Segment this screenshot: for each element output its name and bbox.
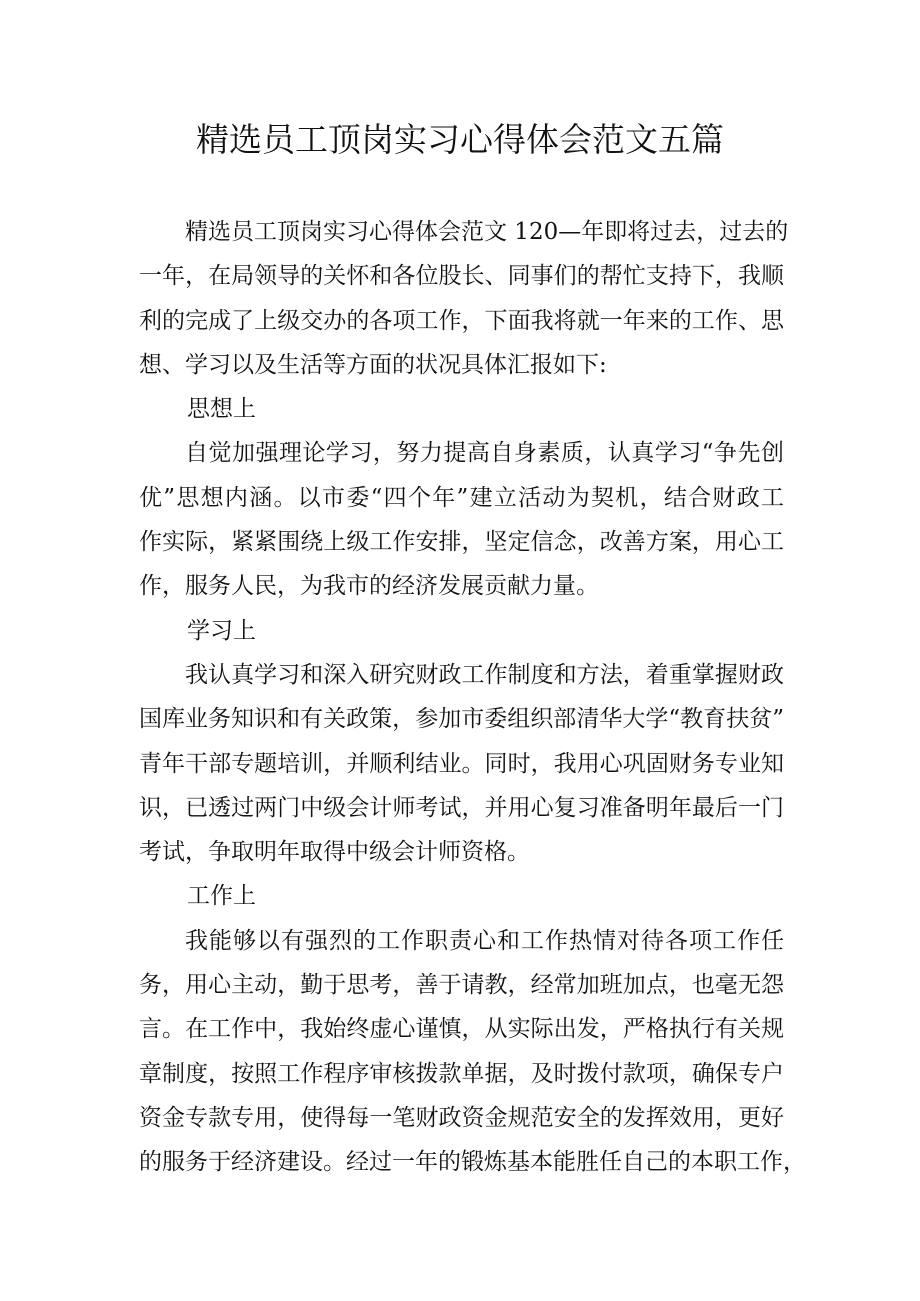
- paragraph-line: 的服务于经济建设。经过一年的锻炼基本能胜任自己的本职工作，: [139, 1149, 806, 1176]
- paragraph-line: 识，已透过两门中级会计师考试，并用心复习准备明年最后一门: [139, 794, 784, 821]
- paragraph-line: 务，用心主动，勤于思考，善于请教，经常加班加点，也毫无怨: [139, 972, 784, 999]
- paragraph-line: 我认真学习和深入研究财政工作制度和方法，着重掌握财政: [185, 661, 784, 688]
- paragraph-line: 言。在工作中，我始终虚心谨慎，从实际出发，严格执行有关规: [139, 1016, 784, 1043]
- section-heading: 工作上: [187, 883, 256, 910]
- document-title: 精选员工顶岗实习心得体会范文五篇: [196, 120, 724, 159]
- paragraph-line: 章制度，按照工作程序审核拨款单据，及时拨付款项，确保专户: [139, 1060, 784, 1087]
- section-heading: 思想上: [187, 396, 256, 423]
- section-heading: 学习上: [187, 617, 256, 644]
- paragraph-line: 作，服务人民，为我市的经济发展贡献力量。: [139, 573, 599, 600]
- paragraph-line: 考试，争取明年取得中级会计师资格。: [139, 839, 530, 866]
- paragraph-line: 我能够以有强烈的工作职责心和工作热情对待各项工作任: [185, 927, 784, 954]
- paragraph-line: 资金专款专用，使得每一笔财政资金规范安全的发挥效用，更好: [139, 1104, 784, 1131]
- paragraph-line: 利的完成了上级交办的各项工作，下面我将就一年来的工作、思: [139, 307, 784, 334]
- paragraph-line: 一年，在局领导的关怀和各位股长、同事们的帮忙支持下，我顺: [139, 263, 784, 290]
- paragraph-line: 精选员工顶岗实习心得体会范文 120—年即将过去，过去的: [185, 219, 789, 245]
- document-body: [139, 210, 806, 1185]
- paragraph-line: 自觉加强理论学习，努力提高自身素质，认真学习“争先创: [185, 440, 784, 467]
- paragraph-line: 作实际，紧紧围绕上级工作安排，坚定信念，改善方案，用心工: [139, 529, 784, 556]
- paragraph-line: 想、学习以及生活等方面的状况具体汇报如下:: [139, 351, 607, 378]
- paragraph-line: 优”思想内涵。以市委“四个年”建立活动为契机，结合财政工: [139, 484, 784, 511]
- paragraph-line: 青年干部专题培训，并顺利结业。同时，我用心巩固财务专业知: [139, 750, 784, 777]
- paragraph-line: 国库业务知识和有关政策，参加市委组织部清华大学“教育扶贫”: [139, 706, 784, 733]
